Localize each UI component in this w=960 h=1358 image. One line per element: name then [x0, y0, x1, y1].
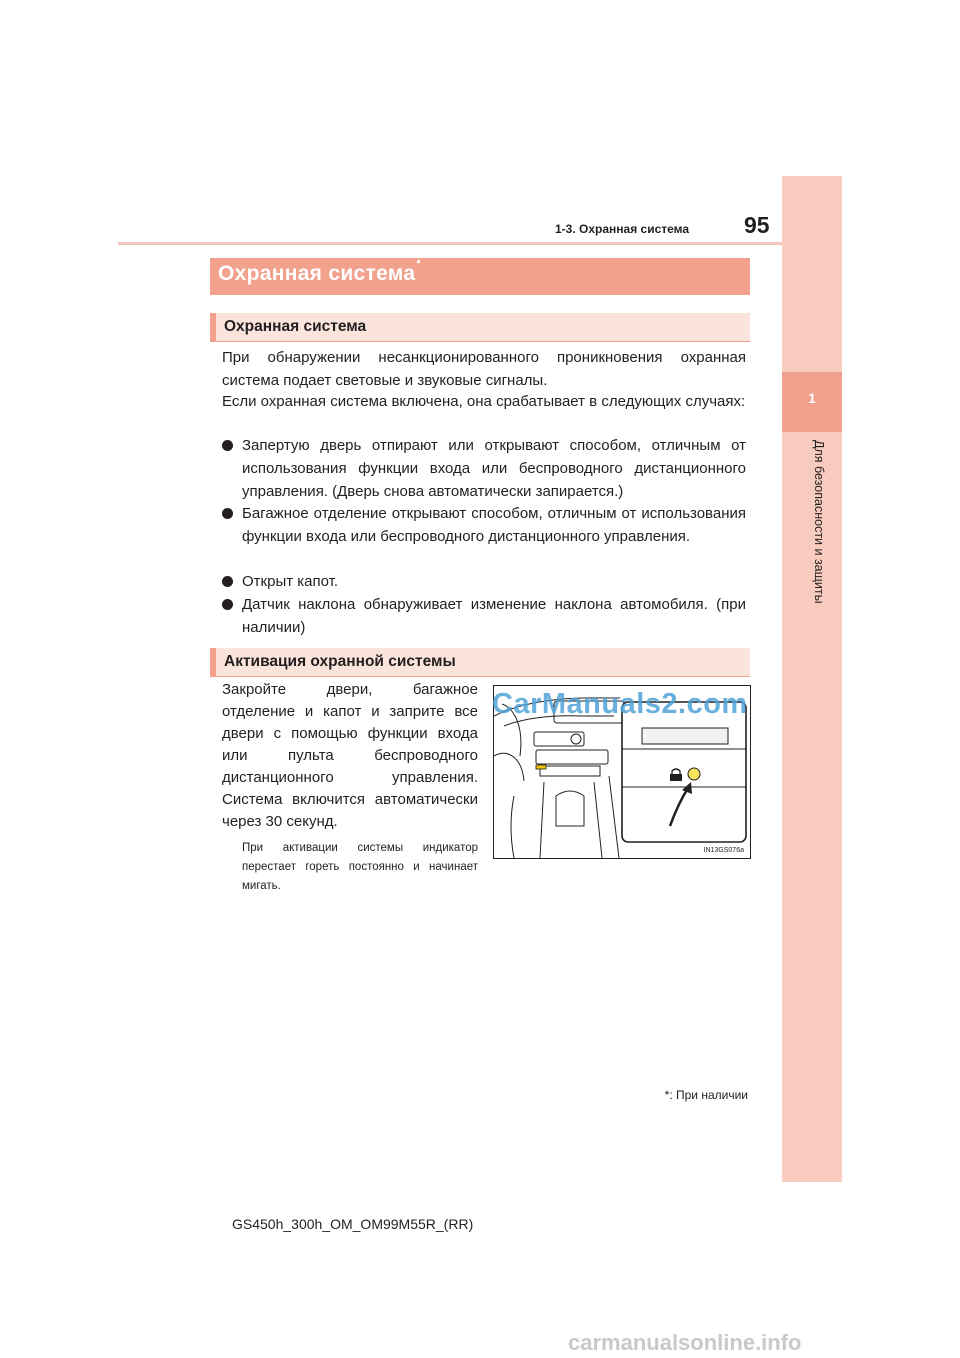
bullet-item: [222, 502, 746, 548]
section1-heading-underline: [210, 341, 750, 342]
zoom-callout-box: [622, 702, 746, 842]
main-title-text: Охранная система: [218, 262, 416, 285]
security-indicator-light: [688, 768, 700, 780]
document-code-footer: GS450h_300h_OM_OM99M55R_(RR): [232, 1216, 474, 1232]
chapter-title-vertical: Для безопасности и защиты: [812, 440, 826, 604]
bullet-text: Открыт капот.: [242, 573, 339, 590]
section1-paragraph-2: Если охранная система включена, она срабатывает в следующих случаях:: [222, 393, 746, 410]
figure-code: IN13GS076a: [703, 847, 744, 854]
section2-note: При активации системы индикатор перестает гореть постоянно и начинает мигать.: [242, 842, 478, 892]
section2-heading-underline: [210, 676, 750, 677]
audio-panel: [536, 750, 608, 764]
bullet-item: [222, 570, 746, 593]
chapter-number: 1: [808, 390, 816, 406]
main-title-asterisk: *: [416, 258, 421, 270]
bullet-text: Багажное отделение открывают способом, отличным от использования функции входа или беспроводного дистанционного управления.: [242, 505, 746, 545]
bullet-item: [222, 434, 746, 503]
section2-heading-accent: [210, 648, 216, 676]
bullet-dot: [222, 440, 233, 451]
bullet-text: Запертую дверь отпирают или открывают способом, отличным от использования функции входа или беспроводного дистанционного управления. (Дверь снова автоматически запирается.): [242, 437, 746, 500]
section2-heading: Активация охранной системы: [224, 653, 456, 670]
footnote: [640, 1088, 748, 1102]
bullet-dot: [222, 599, 233, 610]
control-knob: [571, 734, 581, 744]
chapter-side-strip: [782, 176, 842, 1182]
section1-heading-accent: [210, 313, 216, 341]
site-watermark: carmanualsonline.info: [568, 1330, 802, 1355]
shifter: [556, 791, 584, 826]
indicator-small: [536, 765, 546, 769]
watermark: CarManuals2.com: [492, 688, 748, 720]
running-header-section: 1-3. Охранная система: [555, 222, 690, 236]
center-console-edges: [540, 782, 602, 858]
bullet-dot: [222, 508, 233, 519]
bullet-text: Датчик наклона обнаруживает изменение наклона автомобиля. (при наличии): [242, 596, 746, 636]
section1-paragraph-1: При обнаружении несанкционированного проникновения охранная система подает световые и звуковые сигналы.: [222, 349, 746, 389]
bullet-dot: [222, 576, 233, 587]
section1-heading: Охранная система: [224, 318, 367, 335]
steering-wheel-lower: [494, 753, 524, 781]
section2-instructions: Закройте двери, багажное отделение и капот и заприте все двери с помощью функции входа или пульта беспроводного дистанционного управления. Система включится автоматически через 30 секунд.: [222, 681, 478, 830]
right-seat-edge: [609, 776, 619, 858]
footnote-asterisk: *: [664, 1088, 670, 1102]
header-rule: [118, 242, 842, 245]
bullet-item: [222, 593, 746, 639]
main-title: [218, 258, 421, 286]
footnote-text: : При наличии: [669, 1088, 748, 1102]
page-number: 95: [744, 212, 770, 238]
climate-panel: [540, 766, 600, 776]
left-seat-edge: [511, 796, 514, 858]
zoom-slot: [642, 728, 728, 744]
